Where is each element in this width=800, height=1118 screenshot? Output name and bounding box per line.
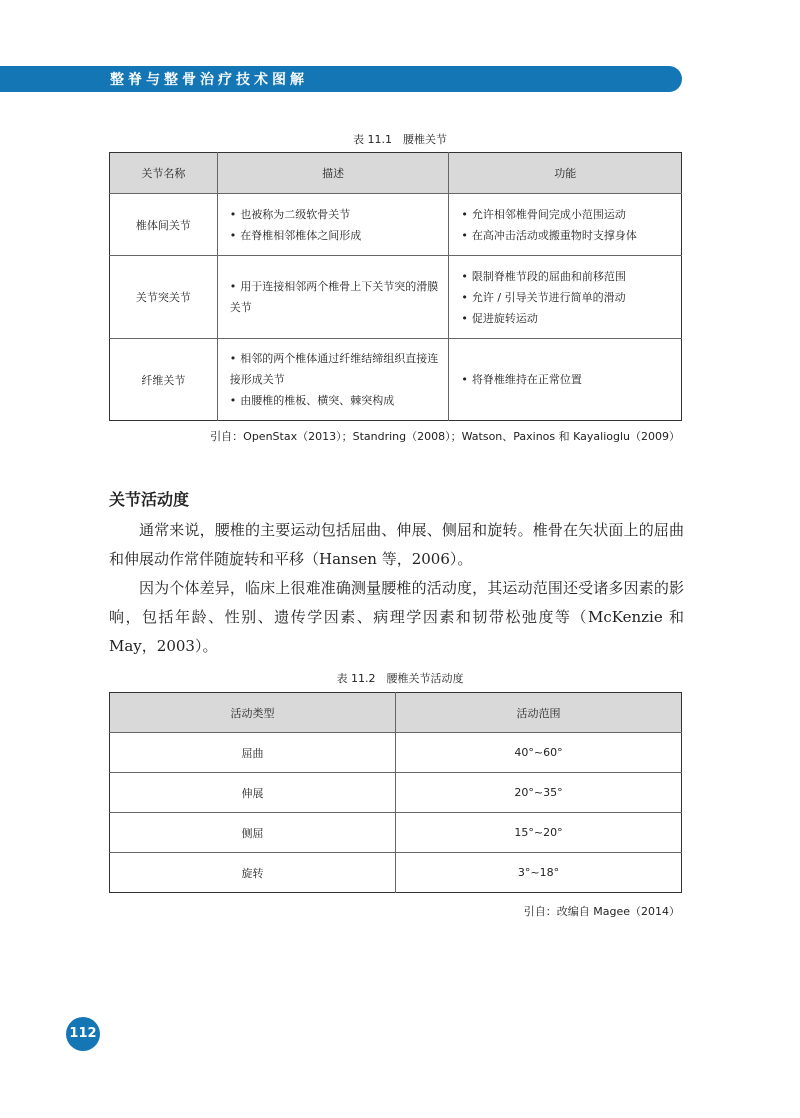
paragraph: 因为个体差异，临床上很难准确测量腰椎的活动度，其运动范围还受诸多因素的影响，包括年龄、性别、遗传学因素、病理学因素和韧带松弛度等（McKenzie 和 May，2003）。	[109, 579, 684, 655]
column-header: 活动类型	[110, 693, 396, 733]
running-header-title: 整脊与整骨治疗技术图解	[110, 72, 308, 88]
table-row	[110, 256, 682, 339]
joint-name: 关节突关节	[110, 256, 218, 339]
list-item: • 限制脊椎节段的屈曲和前移范围	[461, 266, 671, 287]
list-item: • 在脊椎相邻椎体之间形成	[230, 225, 439, 246]
motion-type: 屈曲	[110, 733, 396, 773]
list-item: • 促进旋转运动	[461, 308, 671, 329]
joint-name: 纤维关节	[110, 339, 218, 421]
joint-description	[217, 339, 449, 421]
list-item: • 用于连接相邻两个椎骨上下关节突的滑膜关节	[230, 276, 439, 318]
motion-range: 40°~60°	[396, 733, 682, 773]
joint-description	[217, 194, 449, 256]
motion-range: 15°~20°	[396, 813, 682, 853]
motion-range: 20°~35°	[396, 773, 682, 813]
page-number: 112	[66, 1017, 100, 1051]
joint-description	[217, 256, 449, 339]
table-row	[110, 853, 682, 893]
table-header-row	[110, 153, 682, 194]
list-item: • 相邻的两个椎体通过纤维结缔组织直接连接形成关节	[230, 348, 439, 390]
column-header: 功能	[449, 153, 682, 194]
joint-name: 椎体间关节	[110, 194, 218, 256]
list-item: • 由腰椎的椎板、横突、棘突构成	[230, 390, 439, 411]
motion-type: 侧屈	[110, 813, 396, 853]
column-header: 关节名称	[110, 153, 218, 194]
table-row	[110, 194, 682, 256]
column-header: 活动范围	[396, 693, 682, 733]
table2-caption: 表 11.2 腰椎关节活动度	[336, 672, 464, 685]
motion-type: 伸展	[110, 773, 396, 813]
table-range-of-motion	[109, 692, 682, 893]
list-item: • 允许相邻椎骨间完成小范围运动	[461, 204, 671, 225]
paragraph: 通常来说，腰椎的主要运动包括屈曲、伸展、侧屈和旋转。椎骨在矢状面上的屈曲和伸展动作常伴随旋转和平移（Hansen 等，2006）。	[109, 521, 684, 568]
list-item: • 也被称为二级软骨关节	[230, 204, 439, 225]
table1-source: 引自：OpenStax（2013）；Standring（2008）；Watson、Paxinos 和 Kayalioglu（2009）	[210, 430, 680, 443]
table-lumbar-joints	[109, 152, 682, 421]
table-header-row	[110, 693, 682, 733]
joint-function	[449, 194, 682, 256]
list-item: • 将脊椎维持在正常位置	[461, 369, 671, 390]
table1-caption: 表 11.1 腰椎关节	[353, 133, 447, 146]
motion-range: 3°~18°	[396, 853, 682, 893]
table-row	[110, 733, 682, 773]
column-header: 描述	[217, 153, 449, 194]
list-item: • 允许 / 引导关节进行简单的滑动	[461, 287, 671, 308]
header-band	[0, 66, 682, 92]
table-row	[110, 813, 682, 853]
table2-source: 引自：改编自 Magee（2014）	[523, 905, 680, 918]
section-title: 关节活动度	[109, 490, 190, 509]
table-row	[110, 339, 682, 421]
joint-function	[449, 339, 682, 421]
list-item: • 在高冲击活动或搬重物时支撑身体	[461, 225, 671, 246]
joint-function	[449, 256, 682, 339]
motion-type: 旋转	[110, 853, 396, 893]
table-row	[110, 773, 682, 813]
